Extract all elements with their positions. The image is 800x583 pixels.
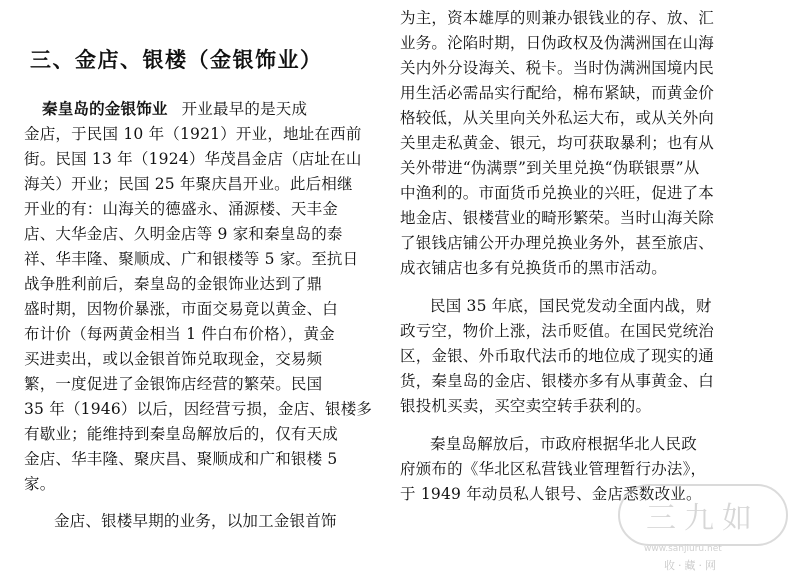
paragraph-line: 金店，于民国 10 年（1921）开业，地址在西前 (24, 125, 362, 143)
paragraph-line: 繁，一度促进了金银饰店经营的繁荣。民国 (24, 375, 323, 393)
watermark-site: www.sanjiuru.net (644, 544, 722, 554)
paragraph-line: 金店、华丰隆、聚庆昌、聚顺成和广和银楼 5 (24, 450, 338, 468)
subhead: 秦皇岛的金银饰业 (42, 99, 168, 118)
paragraph-line: 货，秦皇岛的金店、银楼亦多有从事黄金、白 (400, 372, 715, 390)
paragraph-line: 了银钱店铺公开办理兑换业务外，甚至旅店、 (400, 234, 715, 252)
paragraph-line: 中渔利的。市面货币兑换业的兴旺，促进了本 (400, 184, 715, 202)
paragraph-line: 有歇业；能维持到秦皇岛解放后的，仅有天成 (24, 425, 339, 443)
paragraph-line: 关内外分设海关、税卡。当时伪满洲国境内民 (400, 59, 715, 77)
paragraph-line: 布计价（每两黄金相当 1 件白布价格），黄金 (24, 325, 335, 343)
paragraph-line: 为主，资本雄厚的则兼办银钱业的存、放、汇 (400, 9, 715, 27)
paragraph-line: 关里走私黄金、银元，均可获取暴利；也有从 (400, 134, 715, 152)
paragraph-line: 战争胜利前后，秦皇岛的金银饰业达到了鼎 (24, 275, 323, 293)
paragraph-line: 买进卖出，或以金银首饰兑取现金，交易频 (24, 350, 323, 368)
paragraph-line: 秦皇岛解放后，市政府根据华北人民政 (430, 435, 697, 453)
paragraph-line: 区，金银、外币取代法币的地位成了现实的通 (400, 347, 715, 365)
paragraph-line: 格较低，从关里向关外私运大布，或从关外向 (400, 109, 715, 127)
paragraph-line: 家。 (24, 475, 56, 493)
section-title: 三、金店、银楼（金银饰业） (30, 47, 323, 72)
paragraph-line: 地金店、银楼营业的畸形繁荣。当时山海关除 (400, 209, 715, 227)
paragraph-line: 银投机买卖，买空卖空转手获利的。 (400, 397, 652, 415)
paragraph-line: 用生活必需品实行配给，棉布紧缺，而黄金价 (400, 84, 715, 102)
paragraph-line: 海关）开业；民国 25 年聚庆昌开业。此后相继 (24, 175, 353, 193)
paragraph-line: 于 1949 年动员私人银号、金店悉数改业。 (400, 485, 702, 503)
paragraph-line: 民国 35 年底，国民党发动全面内战，财 (430, 297, 712, 315)
paragraph-line: 店、大华金店、久明金店等 9 家和秦皇岛的泰 (24, 225, 343, 243)
paragraph-line: 府颁布的《华北区私营钱业管理暂行办法》， (400, 460, 707, 478)
paragraph-line: 盛时期，因物价暴涨，市面交易竟以黄金、白 (24, 300, 339, 318)
watermark-tag: 收·藏·网 (664, 559, 719, 572)
paragraph-line: 政亏空，物价上涨，法币贬值。在国民党统治 (400, 322, 715, 340)
paragraph-line: 开业的有：山海关的德盛永、涌源楼、天丰金 (24, 200, 339, 218)
paragraph-line: 街。民国 13 年（1924）华茂昌金店（店址在山 (24, 150, 362, 168)
paragraph-line: 业务。沦陷时期，日伪政权及伪满洲国在山海 (400, 34, 715, 52)
paragraph-line: 成衣铺店也多有兑换货币的黑市活动。 (400, 259, 667, 277)
paragraph-line: 关外带进“伪满票”到关里兑换“伪联银票”从 (400, 159, 700, 177)
paragraph-line: 秦皇岛的金银饰业 开业最早的是天成 (42, 99, 308, 118)
paragraph-line: 金店、银楼早期的业务，以加工金银首饰 (54, 512, 337, 530)
paragraph-line: 35 年（1946）以后，因经营亏损，金店、银楼多 (24, 400, 373, 418)
paragraph-line: 祥、华丰隆、聚顺成、广和银楼等 5 家。至抗日 (24, 250, 359, 268)
watermark-logo: 三九如 (618, 484, 788, 546)
watermark (612, 478, 790, 576)
